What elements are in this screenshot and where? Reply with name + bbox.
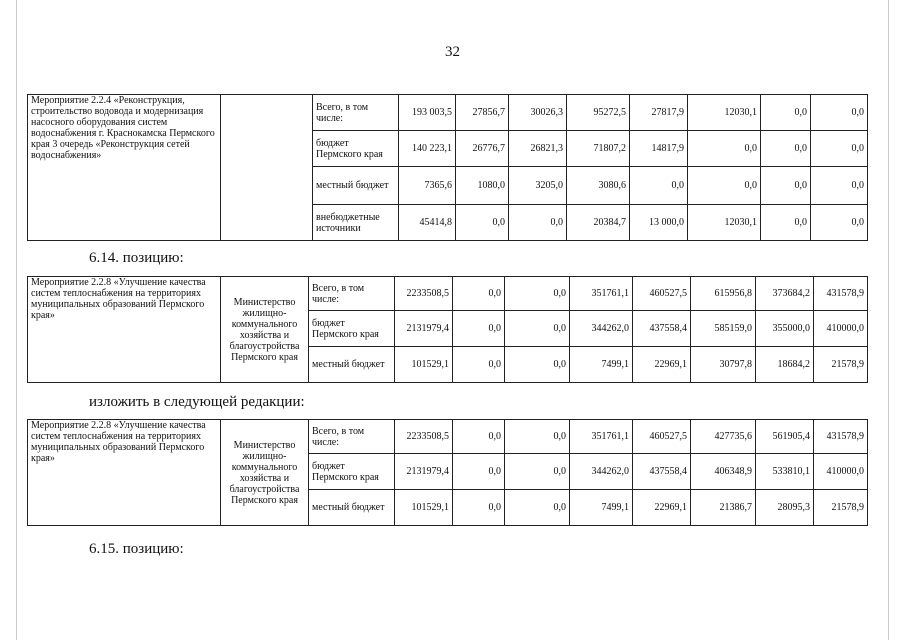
table-measure-2-2-8-old <box>27 276 868 383</box>
total-amount-cell: 2131979,4 <box>395 311 453 347</box>
total-amount-cell: 7365,6 <box>399 167 456 205</box>
total-amount-cell: 101529,1 <box>395 347 453 383</box>
year-amount-cell: 7499,1 <box>570 490 633 526</box>
measure-description: Мероприятие 2.2.4 «Реконструкция, строительство водовода и модернизация насосного оборудования систем водоснабжения г. Краснокамска Пермского края 3 очередь «Реконструкция сетей водоснабжения» <box>28 95 221 241</box>
total-amount-cell: 45414,8 <box>399 205 456 241</box>
year-amount-cell: 28095,3 <box>756 490 814 526</box>
year-amount-cell: 95272,5 <box>567 95 630 131</box>
year-amount-cell: 437558,4 <box>633 454 691 490</box>
funding-source: местный бюджет <box>309 490 395 526</box>
left-margin-line <box>16 0 17 640</box>
year-amount-cell: 26776,7 <box>456 131 509 167</box>
table-row <box>28 277 868 311</box>
year-amount-cell: 21386,7 <box>691 490 756 526</box>
year-amount-cell: 27817,9 <box>630 95 688 131</box>
year-amount-cell: 344262,0 <box>570 454 633 490</box>
year-amount-cell: 0,0 <box>811 205 868 241</box>
year-amount-cell: 0,0 <box>505 311 570 347</box>
year-amount-cell: 3080,6 <box>567 167 630 205</box>
year-amount-cell: 0,0 <box>453 277 505 311</box>
year-amount-cell: 22969,1 <box>633 490 691 526</box>
year-amount-cell: 0,0 <box>688 131 761 167</box>
year-amount-cell: 0,0 <box>505 454 570 490</box>
right-margin-line <box>888 0 889 640</box>
funding-source: местный бюджет <box>309 347 395 383</box>
year-amount-cell: 22969,1 <box>633 347 691 383</box>
year-amount-cell: 0,0 <box>509 205 567 241</box>
table-measure-2-2-8-new <box>27 419 868 526</box>
year-amount-cell: 460527,5 <box>633 277 691 311</box>
funding-source: Всего, в том числе: <box>309 420 395 454</box>
year-amount-cell: 0,0 <box>453 454 505 490</box>
year-amount-cell: 406348,9 <box>691 454 756 490</box>
year-amount-cell: 0,0 <box>761 131 811 167</box>
total-amount-cell: 101529,1 <box>395 490 453 526</box>
year-amount-cell: 410000,0 <box>814 454 868 490</box>
measure-description: Мероприятие 2.2.8 «Улучшение качества систем теплоснабжения на территориях муниципальных образований Пермского края» <box>28 420 221 526</box>
year-amount-cell: 410000,0 <box>814 311 868 347</box>
year-amount-cell: 30026,3 <box>509 95 567 131</box>
year-amount-cell: 30797,8 <box>691 347 756 383</box>
year-amount-cell: 3205,0 <box>509 167 567 205</box>
heading-restate: изложить в следующей редакции: <box>89 394 305 410</box>
total-amount-cell: 193 003,5 <box>399 95 456 131</box>
year-amount-cell: 21578,9 <box>814 347 868 383</box>
funding-source: внебюджетные источники <box>313 205 399 241</box>
year-amount-cell: 0,0 <box>505 420 570 454</box>
year-amount-cell: 344262,0 <box>570 311 633 347</box>
total-amount-cell: 2233508,5 <box>395 420 453 454</box>
table-row <box>28 95 868 131</box>
year-amount-cell: 431578,9 <box>814 420 868 454</box>
year-amount-cell: 355000,0 <box>756 311 814 347</box>
year-amount-cell: 561905,4 <box>756 420 814 454</box>
measure-description: Мероприятие 2.2.8 «Улучшение качества систем теплоснабжения на территориях муниципальных образований Пермского края» <box>28 277 221 383</box>
year-amount-cell: 0,0 <box>505 277 570 311</box>
year-amount-cell: 431578,9 <box>814 277 868 311</box>
year-amount-cell: 26821,3 <box>509 131 567 167</box>
responsible-executor <box>221 95 313 241</box>
year-amount-cell: 21578,9 <box>814 490 868 526</box>
year-amount-cell: 12030,1 <box>688 95 761 131</box>
responsible-executor: Министерство жилищно-коммунального хозяйства и благоустройства Пермского края <box>221 420 309 526</box>
year-amount-cell: 1080,0 <box>456 167 509 205</box>
year-amount-cell: 0,0 <box>811 95 868 131</box>
year-amount-cell: 460527,5 <box>633 420 691 454</box>
year-amount-cell: 14817,9 <box>630 131 688 167</box>
year-amount-cell: 18684,2 <box>756 347 814 383</box>
year-amount-cell: 0,0 <box>761 95 811 131</box>
year-amount-cell: 585159,0 <box>691 311 756 347</box>
year-amount-cell: 0,0 <box>456 205 509 241</box>
year-amount-cell: 427735,6 <box>691 420 756 454</box>
responsible-executor: Министерство жилищно-коммунального хозяйства и благоустройства Пермского края <box>221 277 309 383</box>
year-amount-cell: 0,0 <box>811 131 868 167</box>
table-measure-2-2-4 <box>27 94 868 241</box>
total-amount-cell: 140 223,1 <box>399 131 456 167</box>
year-amount-cell: 615956,8 <box>691 277 756 311</box>
year-amount-cell: 0,0 <box>505 347 570 383</box>
funding-source: бюджет Пермского края <box>309 454 395 490</box>
year-amount-cell: 13 000,0 <box>630 205 688 241</box>
funding-source: бюджет Пермского края <box>313 131 399 167</box>
year-amount-cell: 0,0 <box>761 167 811 205</box>
funding-source: Всего, в том числе: <box>309 277 395 311</box>
total-amount-cell: 2131979,4 <box>395 454 453 490</box>
page-number: 32 <box>445 44 460 60</box>
funding-source: Всего, в том числе: <box>313 95 399 131</box>
year-amount-cell: 351761,1 <box>570 277 633 311</box>
heading-6-14: 6.14. позицию: <box>89 250 184 266</box>
funding-source: бюджет Пермского края <box>309 311 395 347</box>
year-amount-cell: 71807,2 <box>567 131 630 167</box>
year-amount-cell: 20384,7 <box>567 205 630 241</box>
year-amount-cell: 0,0 <box>688 167 761 205</box>
year-amount-cell: 0,0 <box>453 420 505 454</box>
year-amount-cell: 351761,1 <box>570 420 633 454</box>
total-amount-cell: 2233508,5 <box>395 277 453 311</box>
year-amount-cell: 12030,1 <box>688 205 761 241</box>
year-amount-cell: 533810,1 <box>756 454 814 490</box>
heading-6-15: 6.15. позицию: <box>89 541 184 557</box>
year-amount-cell: 373684,2 <box>756 277 814 311</box>
year-amount-cell: 7499,1 <box>570 347 633 383</box>
year-amount-cell: 0,0 <box>811 167 868 205</box>
year-amount-cell: 0,0 <box>761 205 811 241</box>
year-amount-cell: 0,0 <box>505 490 570 526</box>
year-amount-cell: 27856,7 <box>456 95 509 131</box>
year-amount-cell: 437558,4 <box>633 311 691 347</box>
table-row <box>28 420 868 454</box>
year-amount-cell: 0,0 <box>453 490 505 526</box>
year-amount-cell: 0,0 <box>453 347 505 383</box>
year-amount-cell: 0,0 <box>630 167 688 205</box>
year-amount-cell: 0,0 <box>453 311 505 347</box>
funding-source: местный бюджет <box>313 167 399 205</box>
